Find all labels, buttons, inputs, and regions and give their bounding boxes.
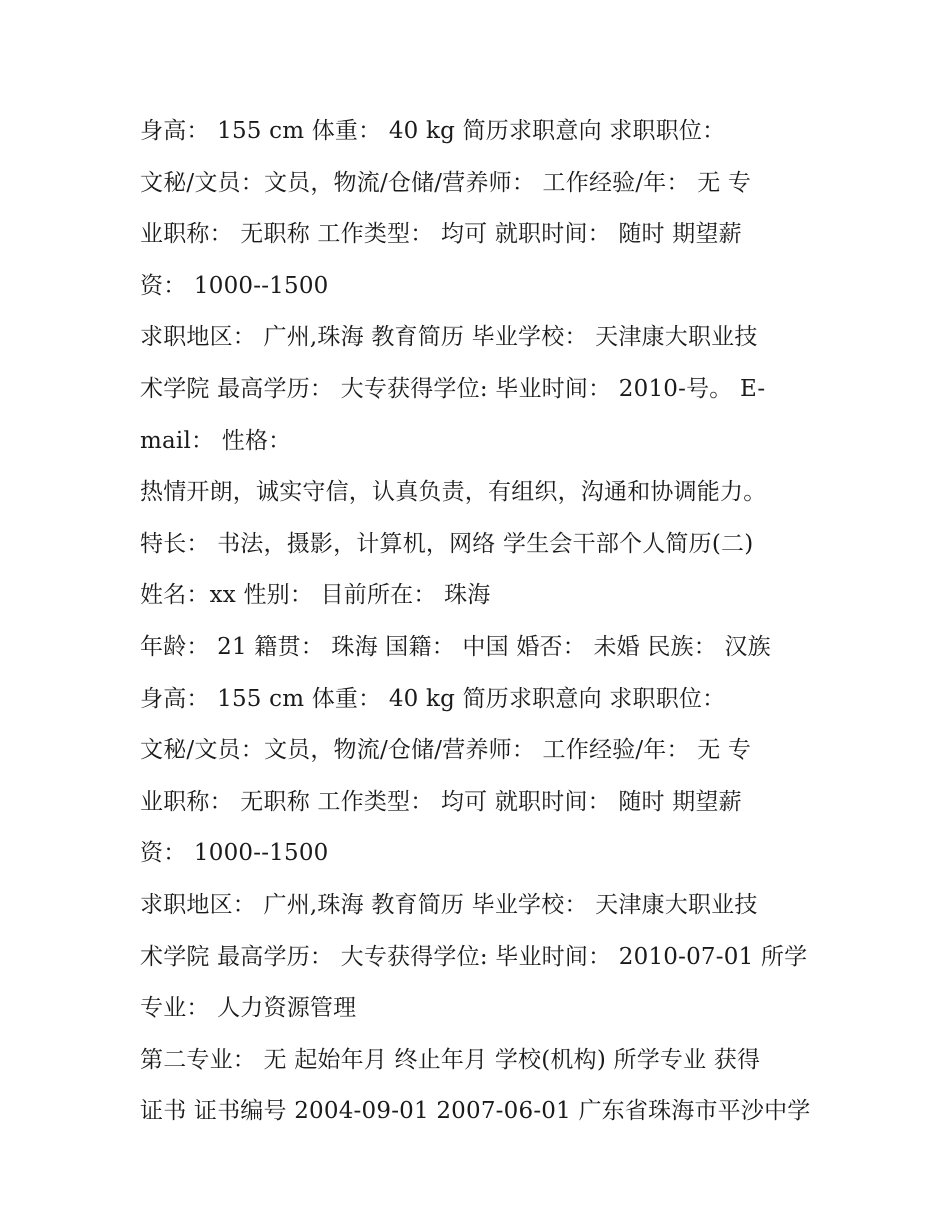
- text-line: 业职称： 无职称 工作类型： 均可 就职时间： 随时 期望薪: [140, 221, 742, 248]
- text-line: 文秘/文员：文员，物流/仓储/营养师： 工作经验/年： 无 专: [140, 169, 752, 196]
- text-line: 年龄： 21 籍贯： 珠海 国籍： 中国 婚否： 未婚 民族： 汉族: [140, 633, 771, 660]
- text-line: 第二专业： 无 起始年月 终止年月 学校(机构) 所学专业 获得: [140, 1046, 761, 1073]
- text-line: 求职地区： 广州,珠海 教育简历 毕业学校： 天津康大职业技: [140, 891, 758, 918]
- text-line: 业职称： 无职称 工作类型： 均可 就职时间： 随时 期望薪: [140, 788, 742, 815]
- text-line: 求职地区： 广州,珠海 教育简历 毕业学校： 天津康大职业技: [140, 324, 758, 351]
- document-body: [140, 106, 820, 1138]
- text-line: 资： 1000--1500: [140, 272, 329, 299]
- text-line: mail： 性格：: [140, 427, 292, 454]
- text-line: 资： 1000--1500: [140, 840, 329, 867]
- text-line: 术学院 最高学历： 大专获得学位: 毕业时间： 2010-号。 E-: [140, 375, 766, 402]
- text-line: 身高： 155 cm 体重： 40 kg 简历求职意向 求职职位：: [140, 118, 726, 144]
- text-line: 特长： 书法，摄影，计算机，网络 学生会干部个人简历(二): [140, 530, 754, 557]
- text-line: 专业： 人力资源管理: [140, 995, 357, 1022]
- text-line: 热情开朗，诚实守信，认真负责，有组织，沟通和协调能力。: [140, 479, 767, 506]
- text-line: 术学院 最高学历： 大专获得学位: 毕业时间： 2010-07-01 所学: [140, 943, 808, 970]
- text-line: 姓名：xx 性别： 目前所在： 珠海: [140, 582, 491, 609]
- text-line: 身高： 155 cm 体重： 40 kg 简历求职意向 求职职位：: [140, 685, 726, 712]
- text-line: 证书 证书编号 2004-09-01 2007-06-01 广东省珠海市平沙中学: [140, 1098, 811, 1125]
- text-line: 文秘/文员：文员，物流/仓储/营养师： 工作经验/年： 无 专: [140, 737, 752, 764]
